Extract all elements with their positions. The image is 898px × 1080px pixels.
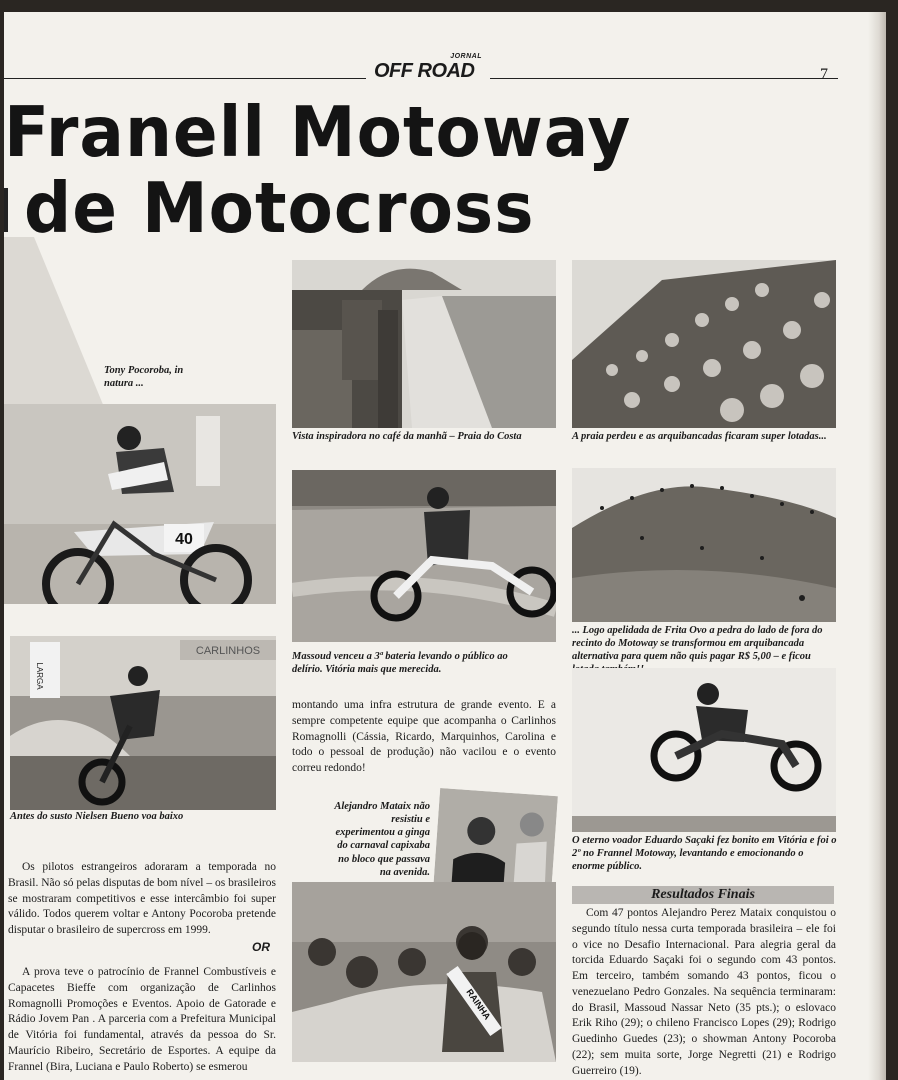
photo-nielsen-bueno: [10, 636, 276, 810]
headline-line-1: Franell Motoway: [4, 92, 632, 173]
caption-massoud: Massoud venceu a 3ª bateria levando o público ao delírio. Vitória mais que merecida.: [292, 651, 508, 676]
article-paragraph-2: A prova teve o patrocínio de Frannel Combustíveis e Capacetes Bieffe com organização de Carlinhos Romagnolli Promoções e Eventos. Apoio de Gatorade e Rádio Jovem Pan . A parceria com a Prefeitura Municipal de Vitória foi fundamental, através da pessoa do Sr. Maurício Ribeiro, Secretário de Esportes. A equipe da Frannel (Bira, Luciana e Paulo Roberto) se esmerou: [8, 966, 276, 1073]
photo-carnaval: [292, 882, 556, 1062]
caption-praia: Vista inspiradora no café da manhã – Praia do Costa: [292, 431, 522, 442]
article-paragraph-3: montando uma infra estrutura de grande evento. E a sempre competente equipe que acompanha o Carlinhos Romagnolli (Cássia, Ricardo, Marquinhos, Carolina e todo o pessoal de produção) não vacilou e o evento correu redondo!: [292, 699, 556, 774]
article-column-2: [292, 698, 556, 777]
article-column-1: [8, 860, 276, 1075]
logo-off-road: OFF ROAD: [374, 60, 475, 82]
caption-sacaki: O eterno voador Eduardo Saçaki fez bonito em Vitória e foi o 2º no Frannel Motoway, levantando e emocionando o enorme público.: [572, 835, 837, 873]
caption-frita-ovo: ... Logo apelidada de Frita Ovo a pedra do lado de fora do recinto do Motoway se transformou em arquibancada alternativa para quem não quis pagar R$ 5,00 – e ficou: [572, 625, 823, 663]
photo-frita-ovo: [572, 468, 836, 622]
photo-arquibancadas: [572, 260, 836, 428]
article-signature: OR: [252, 939, 270, 954]
logo-jornal: JORNAL: [450, 53, 482, 60]
photo-tony-pocoroba: [4, 404, 276, 604]
caption-alejandro: Alejandro Mataix não resistiu e experimentou a ginga do carnaval capixaba no bloco que passava na avenida.: [334, 801, 430, 878]
page-spine-shadow: [868, 12, 886, 1080]
caption-arquibancadas: A praia perdeu e as arquibancadas ficaram super lotadas...: [572, 431, 827, 442]
photo-massoud: [292, 470, 556, 642]
caption-tony: Tony Pocoroba, in natura ...: [104, 365, 184, 390]
off-road-logo: [372, 53, 488, 88]
newspaper-page: [4, 12, 886, 1080]
page-number: 7: [820, 66, 828, 83]
photo-praia-do-costa: [292, 260, 556, 428]
header-rule-right: [490, 78, 838, 79]
bike-number-40: 40: [175, 531, 193, 548]
results-header: Resultados Finais: [572, 886, 834, 904]
column-marker: [4, 188, 8, 232]
photo-sash-rainha: RAINHA: [464, 987, 493, 1022]
headline-line-2: de Motocross: [24, 168, 535, 249]
photo-banner-carlinhos: CARLINHOS: [195, 645, 261, 657]
photo-eduardo-sacaki: [572, 668, 836, 832]
caption-nielsen: Antes do susto Nielsen Bueno voa baixo: [10, 811, 184, 822]
results-text: Com 47 pontos Alejandro Perez Mataix conquistou o segundo título nessa curta temporada brasileira – ele foi o vice no Desafio Internacional. Para alegria geral da torcida Eduardo Saçaki foi o segundo com 43 pontos. Em terceiro, também somando 43 pontos, ficou o venezuelano Pedro Gonzales. Na sequência terminaram: do Brasil, Massoud Nassar Neto (35 pts.); o eslovaco Erik Riho (29); o chileno Francisco Lopes (29); Rodrigo Guedinho Guedes (23); o showman Antony Pocoroba (22); sem muita sorte, Jorge Negretti (21) e Rodrigo Guerreiro (19).: [572, 907, 836, 1077]
header-rule-left: [4, 78, 366, 79]
photo-sign-larga: LARGA: [35, 662, 44, 690]
article-paragraph-1: Os pilotos estrangeiros adoraram a temporada no Brasil. Não só pelas disputas de bom nível – os brasileiros se mostraram competitivos e esse intercâmbio foi super válido. Todos querem voltar e Antony Pocoroba pretende disputar o brasileiro de supercross em 1999.: [8, 861, 276, 936]
